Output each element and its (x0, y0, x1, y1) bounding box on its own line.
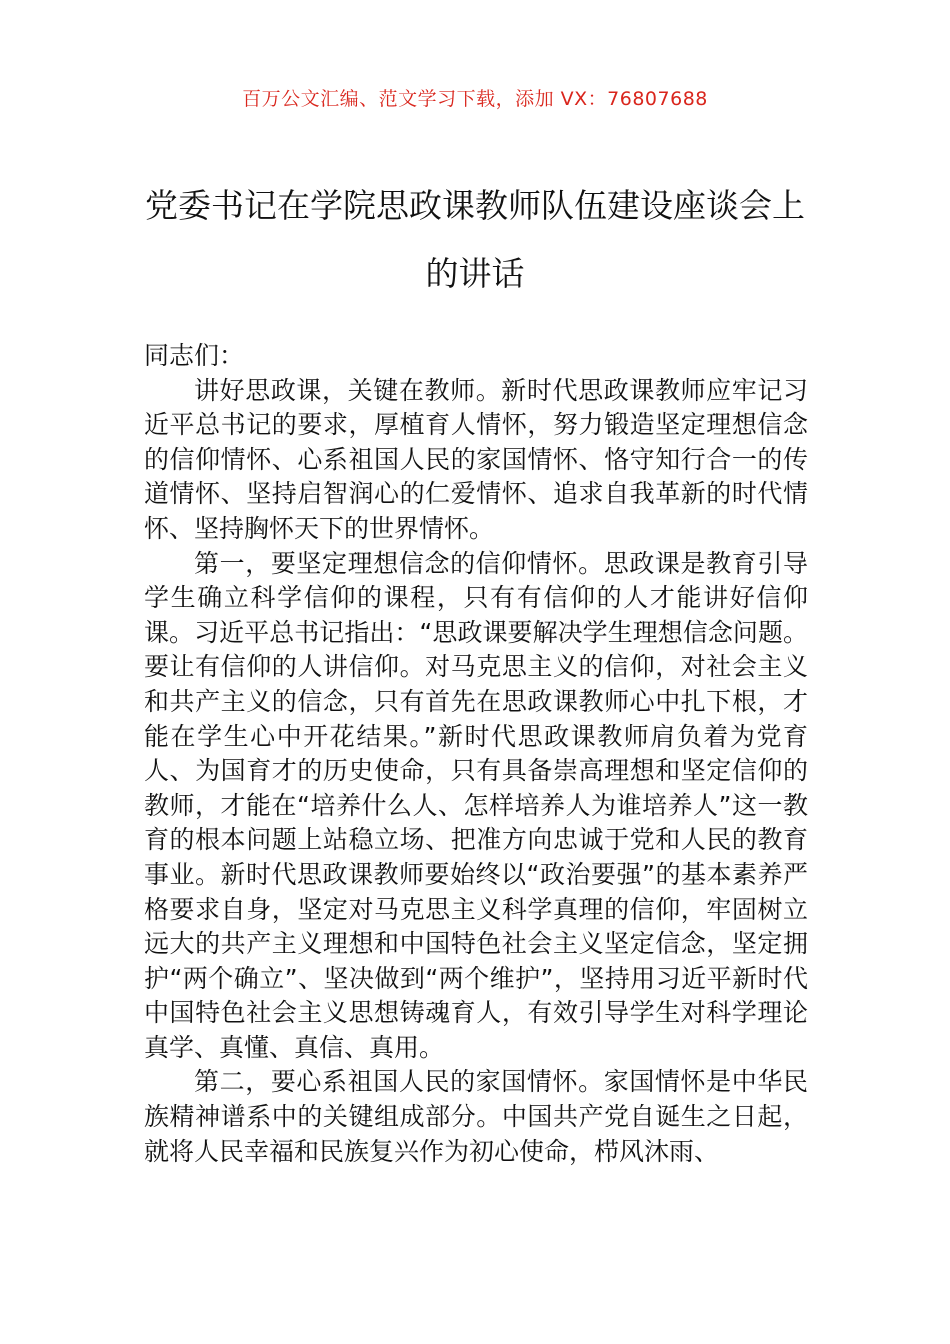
paragraph-lead: 第一，要坚定理想信念的信仰情怀。 (194, 548, 604, 578)
paragraph-text: 讲好思政课，关键在教师。新时代思政课教师应牢记习近平总书记的要求，厚植育人情怀，努力锻造坚定理想信念的信仰情怀、心系祖国人民的家国情怀、恪守知行合一的传道情怀、坚持启智润心的仁爱情怀、追求自我革新的时代情怀、坚持胸怀天下的世界情怀。 (144, 375, 808, 543)
paragraph-second-point (144, 1065, 808, 1169)
paragraph-lead: 第二，要心系祖国人民的家国情怀。 (194, 1067, 604, 1097)
paragraph-intro (144, 374, 808, 547)
paragraph-text: 家国情怀是中华民族精神谱系中的关键组成部分。中国共产党自诞生之日起，就将人民幸福和民族复兴作为初心使命，栉风沐雨、 (144, 1067, 808, 1166)
document-title: 党委书记在学院思政课教师队伍建设座谈会上的讲话 (145, 186, 805, 293)
document-body (144, 339, 808, 1169)
salutation: 同志们： (144, 341, 245, 370)
paragraph-first-point (144, 547, 808, 1066)
paragraph-text: 思政课是教育引导学生确立科学信仰的课程，只有有信仰的人才能讲好信仰课。习近平总书记指出：“思政课要解决学生理想信念问题。要让有信仰的人讲信仰。对马克思主义的信仰，对社会主义和共产主义的信念，只有首先在思政课教师心中扎下根，才能在学生心中开花结果。”新时代思政课教师肩负着为党育人、为国育才的历史使命，只有具备崇高理想和坚定信仰的教师，才能在“培养什么人、怎样培养人为谁培养人”这一教育的根本问题上站稳立场、把准方向忠诚于党和人民的教育事业。新时代思政课教师要始终以“政治要强”的基本素养严格要求自身，坚定对马克思主义科学真理的信仰，牢固树立远大的共产主义理想和中国特色社会主义坚定信念，坚定拥护“两个确立”、坚决做到“两个维护”，坚持用习近平新时代中国特色社会主义思想铸魂育人，有效引导学生对科学理论真学、真懂、真信、真用。 (144, 548, 808, 1062)
header-promo-note: 百万公文汇编、范文学习下载，添加 VX：76807688 (242, 88, 708, 110)
